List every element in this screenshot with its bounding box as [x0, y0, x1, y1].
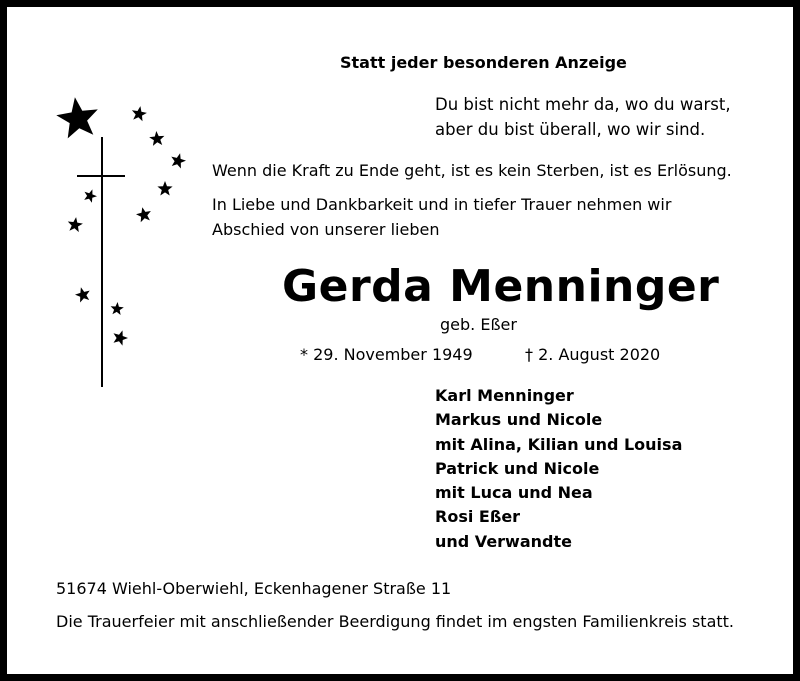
- star-icon: [136, 207, 151, 222]
- mourner: Karl Menninger: [435, 386, 574, 405]
- deceased-name: Gerda Menninger: [282, 261, 720, 312]
- mourner: Patrick und Nicole: [435, 458, 600, 478]
- star-icon: [68, 217, 83, 232]
- mourner: mit Alina, Kilian und Louisa: [435, 434, 683, 454]
- star-icon: [84, 189, 97, 202]
- star-icon: [75, 287, 90, 302]
- poem-line: aber du bist überall, wo wir sind.: [435, 120, 706, 139]
- mourner: mit Luca und Nea: [435, 483, 593, 503]
- star-icon: [157, 181, 172, 196]
- cross-and-stars-decoration: [47, 92, 207, 392]
- birth-date: * 29. November 1949: [300, 345, 473, 364]
- star-icon: [111, 302, 124, 315]
- mourners-list: [435, 384, 682, 554]
- mourner: und Verwandte: [435, 531, 572, 551]
- star-icon: [149, 131, 164, 146]
- mourner: Markus und Nicole: [435, 410, 603, 430]
- header: Statt jeder besonderen Anzeige: [340, 53, 627, 72]
- mourner: Rosi Eßer: [435, 507, 521, 527]
- maiden-name: geb. Eßer: [440, 315, 517, 334]
- star-icon: [171, 153, 186, 168]
- star-icon: [56, 97, 98, 138]
- quote: Wenn die Kraft zu Ende geht, ist es kein Sterben, ist es Erlösung.: [212, 161, 732, 180]
- death-date: † 2. August 2020: [525, 345, 661, 364]
- cross-icon: [77, 137, 125, 387]
- address: 51674 Wiehl-Oberwiehl, Eckenhagener Straße 11: [56, 579, 452, 598]
- intro-line: In Liebe und Dankbarkeit und in tiefer Trauer nehmen wir: [212, 195, 672, 214]
- poem-line: Du bist nicht mehr da, wo du warst,: [435, 95, 731, 114]
- star-icon: [114, 330, 129, 345]
- funeral-notice: Die Trauerfeier mit anschließender Beerdigung findet im engsten Familienkreis statt.: [56, 612, 735, 631]
- intro-line: Abschied von unserer lieben: [212, 220, 440, 239]
- star-icon: [132, 106, 147, 121]
